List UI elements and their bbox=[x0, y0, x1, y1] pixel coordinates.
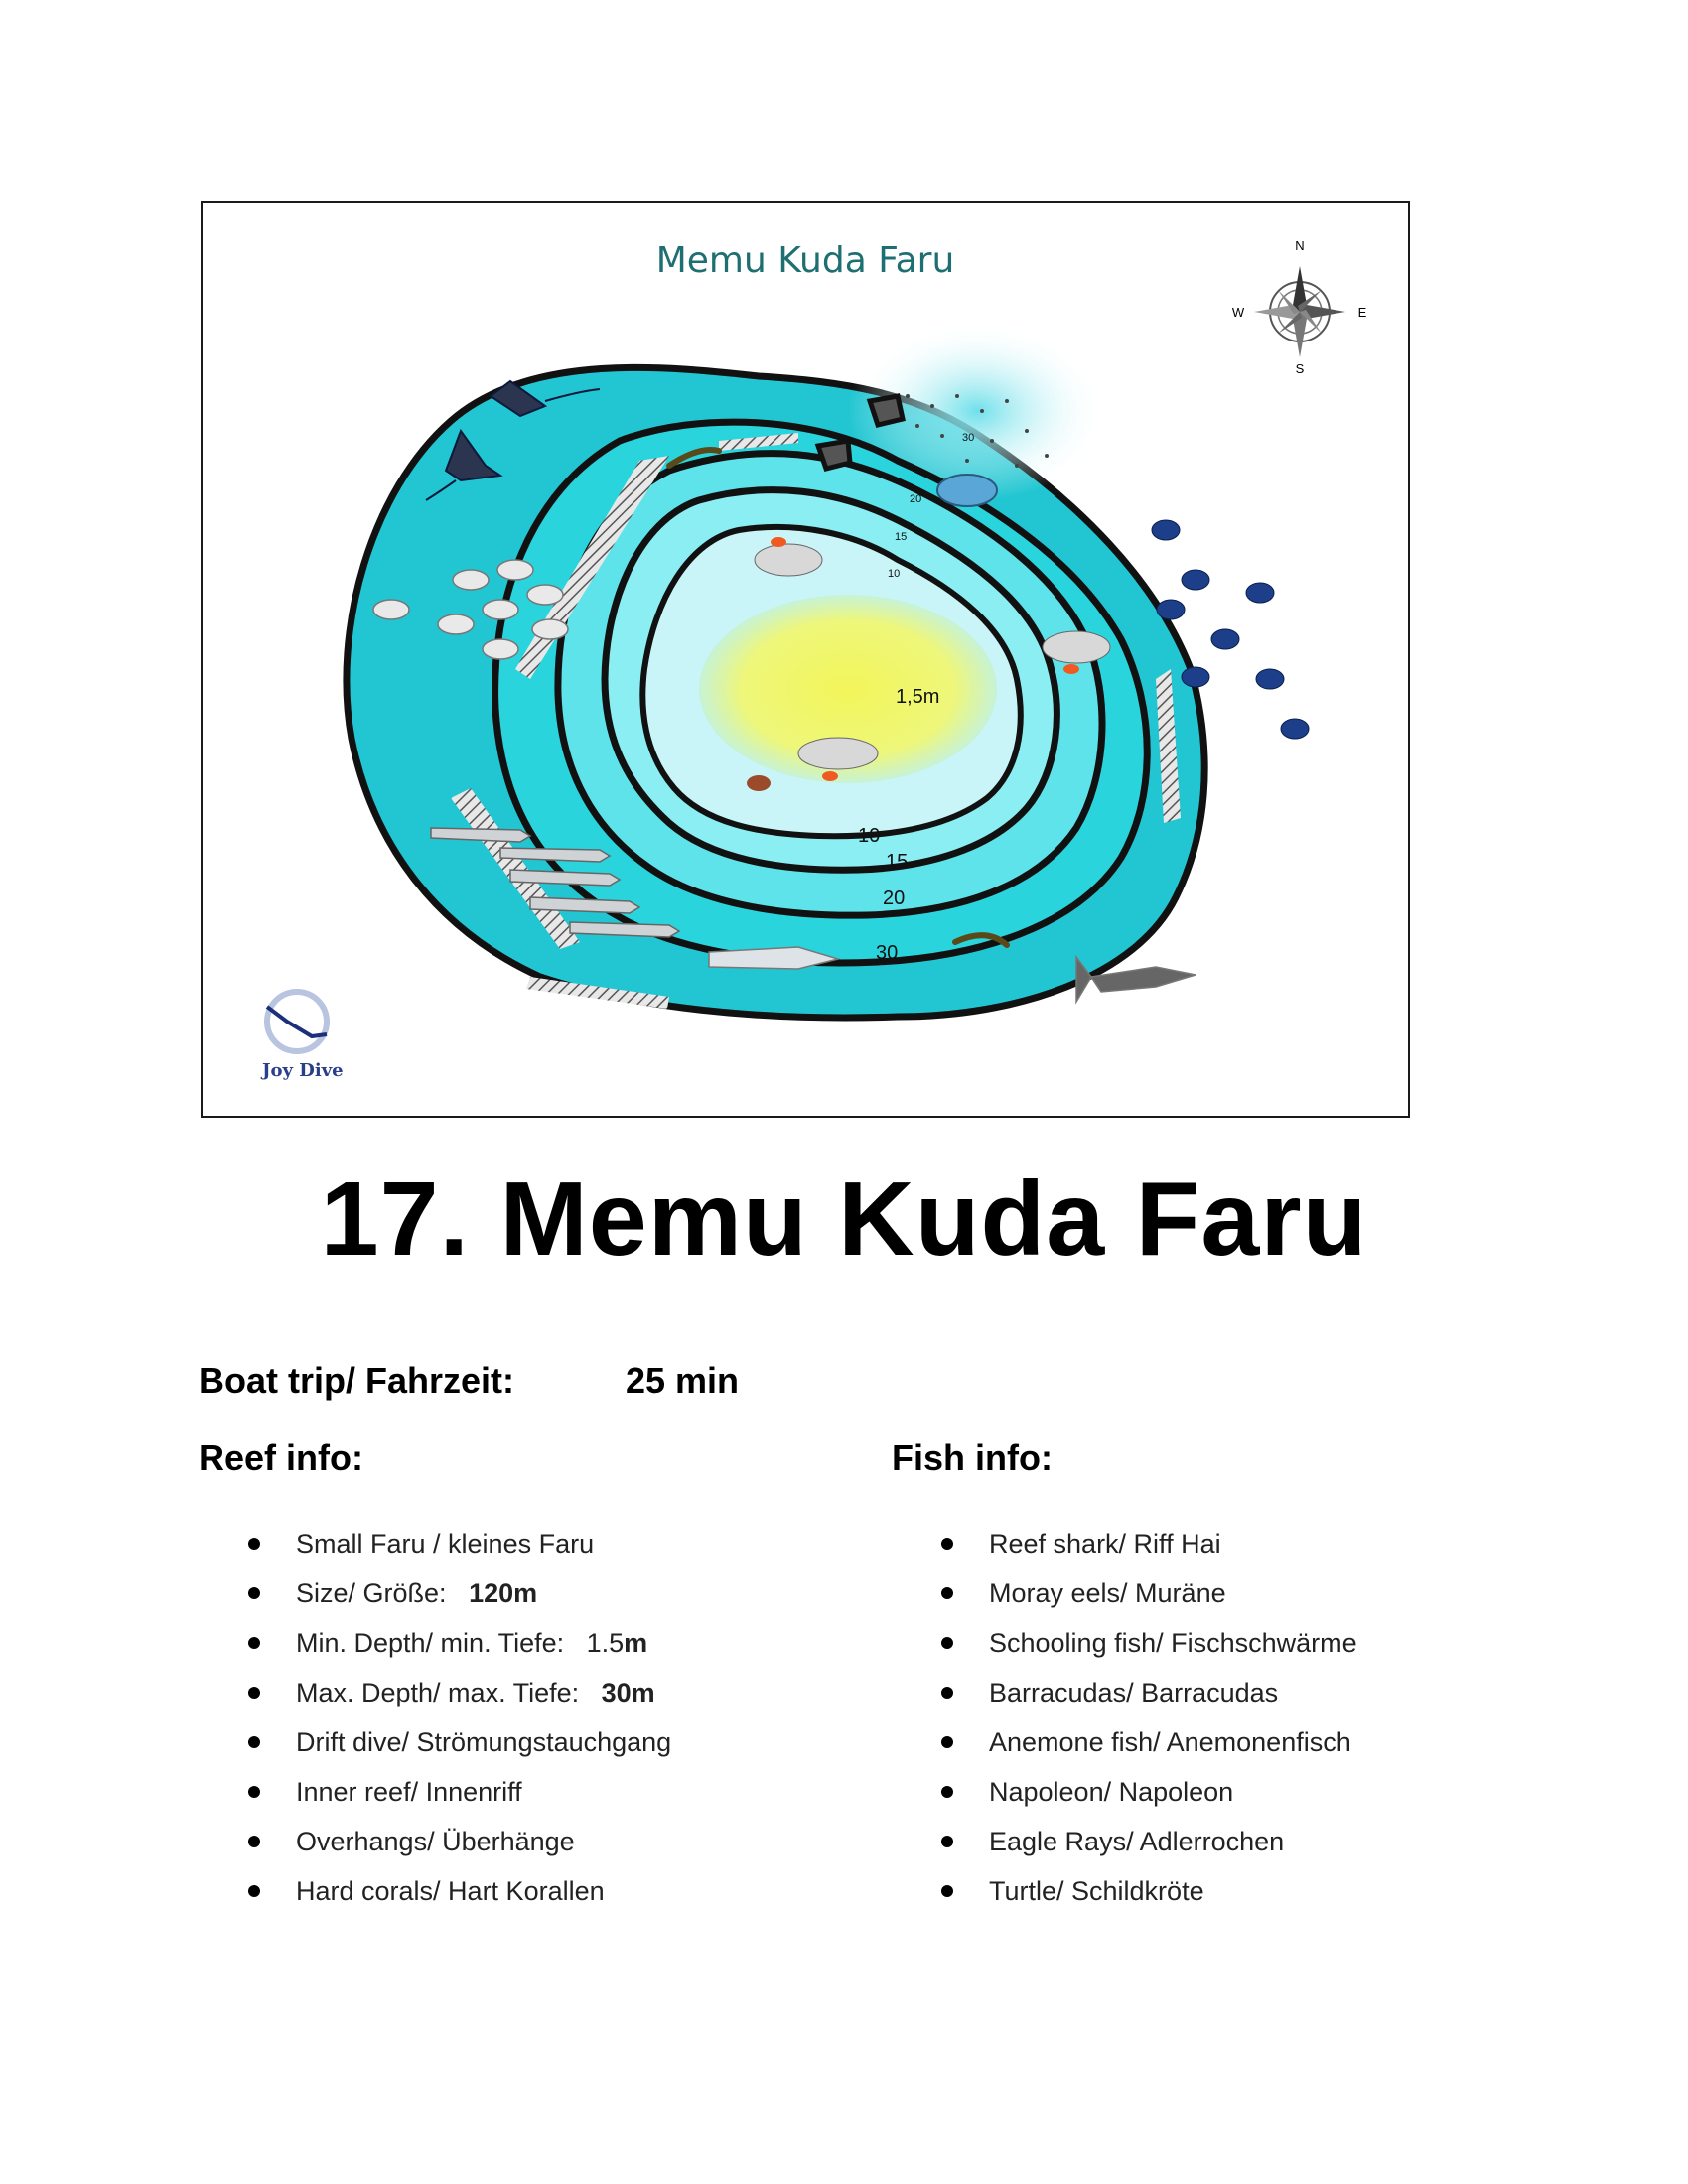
list-item: Moray eels/ Muräne bbox=[941, 1569, 1357, 1618]
reef-info-list bbox=[248, 1519, 671, 1916]
depth-label-top-30: 30 bbox=[962, 432, 975, 444]
list-item: Napoleon/ Napoleon bbox=[941, 1767, 1357, 1817]
fish-info-list bbox=[941, 1519, 1357, 1916]
joy-dive-logo bbox=[260, 992, 344, 1081]
compass-s: S bbox=[1295, 361, 1305, 376]
compass-n: N bbox=[1295, 238, 1305, 253]
depth-label-top-15: 15 bbox=[895, 531, 908, 543]
boat-trip-value: 25 min bbox=[626, 1360, 740, 1401]
list-item: Min. Depth/ min. Tiefe: 1.5m bbox=[248, 1618, 671, 1668]
boat-trip-label: Boat trip/ Fahrzeit: bbox=[199, 1360, 515, 1401]
depth-label-bottom-10: 10 bbox=[858, 825, 881, 847]
list-item: Reef shark/ Riff Hai bbox=[941, 1519, 1357, 1569]
depth-label-bottom-15: 15 bbox=[886, 851, 909, 873]
list-item: Overhangs/ Überhänge bbox=[248, 1817, 671, 1866]
list-item: Hard corals/ Hart Korallen bbox=[248, 1866, 671, 1916]
fish-info-heading: Fish info: bbox=[892, 1437, 1053, 1478]
depth-label-top-20: 20 bbox=[910, 493, 922, 505]
depth-label-top-10: 10 bbox=[888, 568, 901, 580]
reef-map-drawing bbox=[203, 203, 1410, 1118]
logo-text: Joy Dive bbox=[262, 1060, 344, 1081]
list-item: Size/ Größe: 120m bbox=[248, 1569, 671, 1618]
dive-site-map bbox=[201, 201, 1410, 1118]
list-item: Eagle Rays/ Adlerrochen bbox=[941, 1817, 1357, 1866]
list-item: Drift dive/ Strömungstauchgang bbox=[248, 1717, 671, 1767]
list-item: Schooling fish/ Fischschwärme bbox=[941, 1618, 1357, 1668]
compass-w: W bbox=[1231, 305, 1245, 320]
map-title: Memu Kuda Faru bbox=[655, 240, 955, 281]
depth-label-outer-30: 30 bbox=[876, 942, 899, 964]
page-title: 17. Memu Kuda Faru bbox=[320, 1160, 1368, 1278]
napoleon-fish-icon bbox=[937, 475, 997, 506]
list-item: Turtle/ Schildkröte bbox=[941, 1866, 1357, 1916]
boat-trip-row bbox=[199, 1360, 740, 1402]
list-item: Anemone fish/ Anemonenfisch bbox=[941, 1717, 1357, 1767]
compass-e: E bbox=[1357, 305, 1367, 320]
reef-info-heading: Reef info: bbox=[199, 1437, 363, 1478]
depth-label-bottom-20: 20 bbox=[883, 887, 906, 909]
list-item: Inner reef/ Innenriff bbox=[248, 1767, 671, 1817]
list-item: Max. Depth/ max. Tiefe: 30m bbox=[248, 1668, 671, 1717]
list-item: Small Faru / kleines Faru bbox=[248, 1519, 671, 1569]
list-item: Barracudas/ Barracudas bbox=[941, 1668, 1357, 1717]
depth-label-center: 1,5m bbox=[896, 686, 940, 708]
